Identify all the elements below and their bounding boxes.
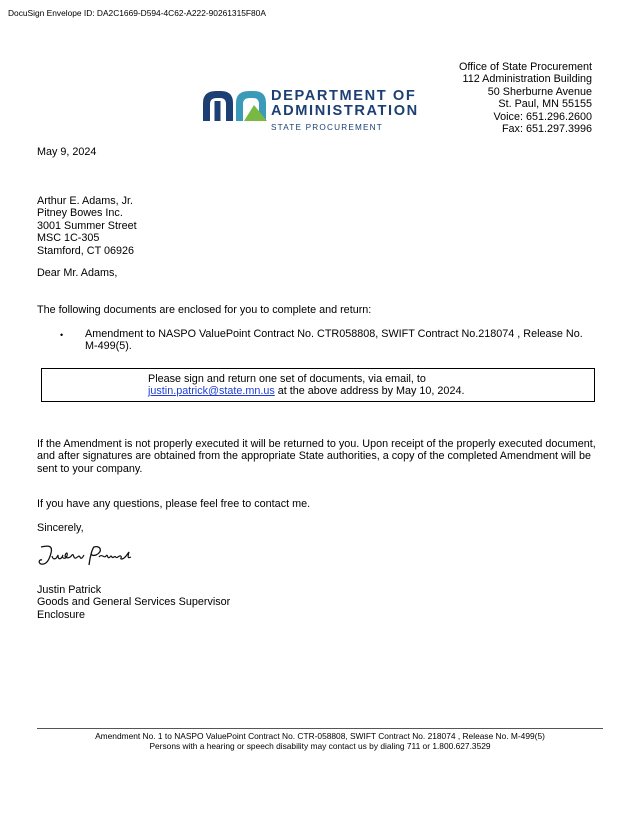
recipient-name: Arthur E. Adams, Jr. — [37, 195, 134, 207]
office-address-block — [459, 61, 592, 135]
salutation: Dear Mr. Adams, — [37, 267, 118, 279]
docusign-envelope-id: DocuSign Envelope ID: DA2C1669-D594-4C62-A222-90261315F80A — [8, 8, 266, 18]
recipient-company: Pitney Bowes Inc. — [37, 207, 123, 220]
return-deadline-text: at the above address by May 10, 2024. — [274, 385, 465, 398]
footer-divider — [37, 728, 603, 729]
signer-name: Justin Patrick — [37, 584, 102, 596]
contact-email-link[interactable]: justin.patrick@state.mn.us — [148, 385, 275, 398]
signer-title: Goods and General Services Supervisor — [37, 596, 231, 609]
letter-date: May 9, 2024 — [37, 146, 97, 158]
recipient-address-block — [37, 195, 137, 257]
office-line: 50 Sherburne Avenue — [487, 85, 592, 98]
return-instructions-line1: Please sign and return one set of documents, via email, to — [148, 373, 426, 385]
signature-drawing — [37, 543, 133, 569]
footer-amendment-reference: Amendment No. 1 to NASPO ValuePoint Contract No. CTR-058808, SWIFT Contract No. 218074 , Release No. M-499(5) — [95, 731, 545, 741]
return-instructions-box — [41, 368, 595, 402]
return-instructions-line2 — [148, 385, 464, 397]
office-voice: Voice: 651.296.2600 — [493, 110, 592, 123]
return-instructions-text — [148, 373, 464, 398]
office-fax: Fax: 651.297.3996 — [501, 123, 592, 136]
footer-accessibility-note: Persons with a hearing or speech disability may contact us by dialing 711 or 1.800.627.3529 — [149, 741, 491, 751]
bullet-icon: • — [60, 330, 64, 340]
enclosure-note: Enclosure — [37, 608, 86, 621]
recipient-city: Stamford, CT 06926 — [37, 244, 135, 257]
questions-sentence: If you have any questions, please feel free to contact me. — [37, 498, 311, 510]
intro-sentence: The following documents are enclosed for you to complete and return: — [37, 304, 372, 316]
brand-line-department: DEPARTMENT OF — [271, 88, 417, 104]
brand-line-administration: ADMINISTRATION — [271, 103, 419, 119]
signer-block — [37, 584, 230, 621]
brand-line-state-procurement: STATE PROCUREMENT — [271, 123, 383, 132]
recipient-street: 3001 Summer Street — [37, 219, 137, 232]
enclosed-document-item: Amendment to NASPO ValuePoint Contract No. CTR058808, SWIFT Contract No.218074 , Release No. M-499(5). — [85, 328, 583, 353]
mn-logo-mark-icon — [203, 91, 267, 121]
amendment-processing-paragraph: If the Amendment is not properly executed it will be returned to you. Upon receipt of the properly executed document, and after signatures are obtained from the appropriate State authorities, a copy of the completed Amendment will be sent to your company. — [37, 438, 596, 475]
recipient-mailstop: MSC 1C-305 — [37, 232, 100, 245]
office-line: 112 Administration Building — [462, 73, 592, 86]
closing: Sincerely, — [37, 522, 84, 534]
page-footer — [37, 731, 603, 751]
handwritten-signature — [37, 543, 133, 572]
office-line: St. Paul, MN 55155 — [498, 98, 592, 111]
office-line: Office of State Procurement — [458, 61, 592, 73]
